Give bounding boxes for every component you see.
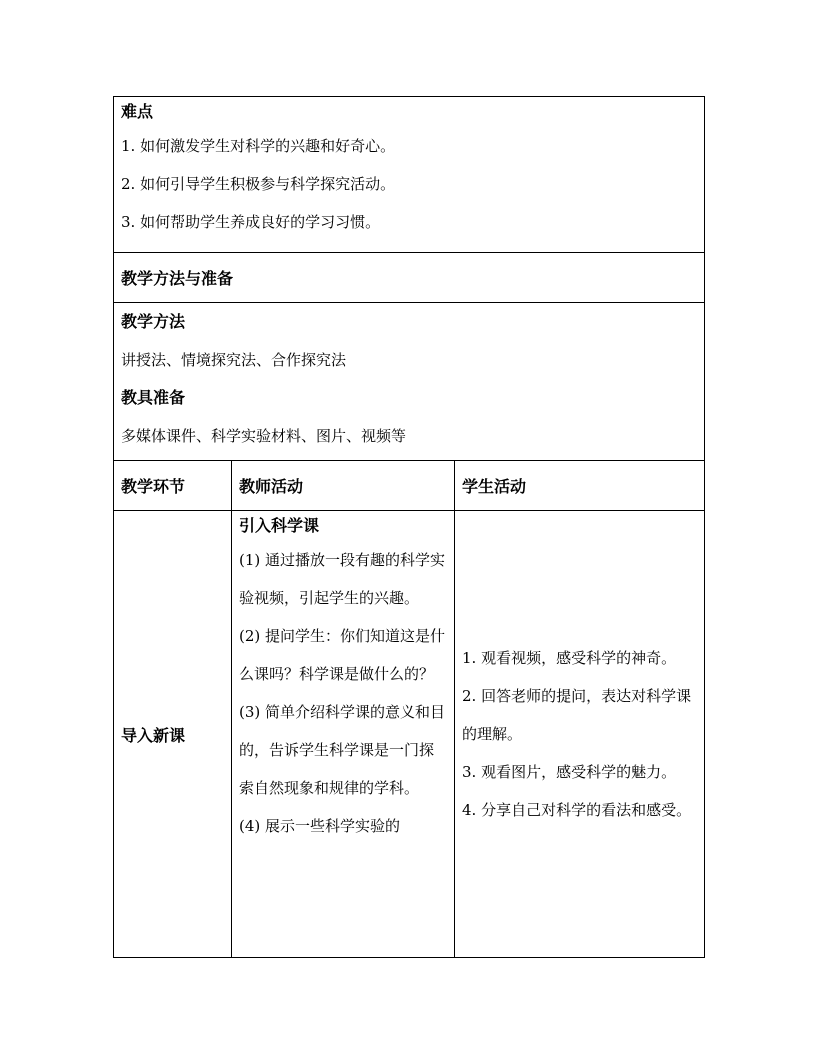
header-teacher: 教师活动 — [239, 477, 304, 496]
methods-row — [114, 303, 705, 461]
difficulty-heading: 难点 — [121, 102, 154, 121]
tools-heading: 教具准备 — [121, 388, 186, 407]
header-stage: 教学环节 — [121, 477, 186, 496]
difficulty-item: 1. 如何激发学生对科学的兴趣和好奇心。 — [121, 137, 396, 155]
student-item: 1. 观看视频，感受科学的神奇。 — [462, 649, 677, 667]
teacher-item: (2) 提问学生：你们知道这是什么课吗？科学课是做什么的？ — [239, 627, 446, 683]
teacher-item: (1) 通过播放一段有趣的科学实验视频，引起学生的兴趣。 — [239, 551, 446, 607]
student-item: 3. 观看图片，感受科学的魅力。 — [462, 763, 677, 781]
lesson-plan-table — [113, 96, 705, 958]
methods-heading: 教学方法 — [121, 312, 186, 331]
student-item: 4. 分享自己对科学的看法和感受。 — [462, 801, 692, 819]
student-item: 2. 回答老师的提问，表达对科学课的理解。 — [462, 687, 692, 743]
teacher-title: 引入科学课 — [239, 516, 320, 535]
stage-label: 导入新课 — [121, 725, 186, 745]
tools-text: 多媒体课件、科学实验材料、图片、视频等 — [121, 427, 407, 445]
table-row — [114, 511, 705, 958]
teacher-item: (4) 展示一些科学实验的 — [239, 817, 401, 835]
difficulty-row — [114, 97, 705, 253]
methods-prep-heading: 教学方法与准备 — [121, 269, 234, 288]
methods-prep-row — [114, 253, 705, 303]
methods-text: 讲授法、情境探究法、合作探究法 — [121, 351, 347, 369]
difficulty-item: 2. 如何引导学生积极参与科学探究活动。 — [121, 175, 396, 193]
header-student: 学生活动 — [462, 477, 527, 496]
difficulty-item: 3. 如何帮助学生养成良好的学习习惯。 — [121, 213, 381, 231]
teacher-item: (3) 简单介绍科学课的意义和目的，告诉学生科学课是一门探索自然现象和规律的学科。 — [239, 703, 446, 797]
table-header-row — [114, 461, 705, 511]
